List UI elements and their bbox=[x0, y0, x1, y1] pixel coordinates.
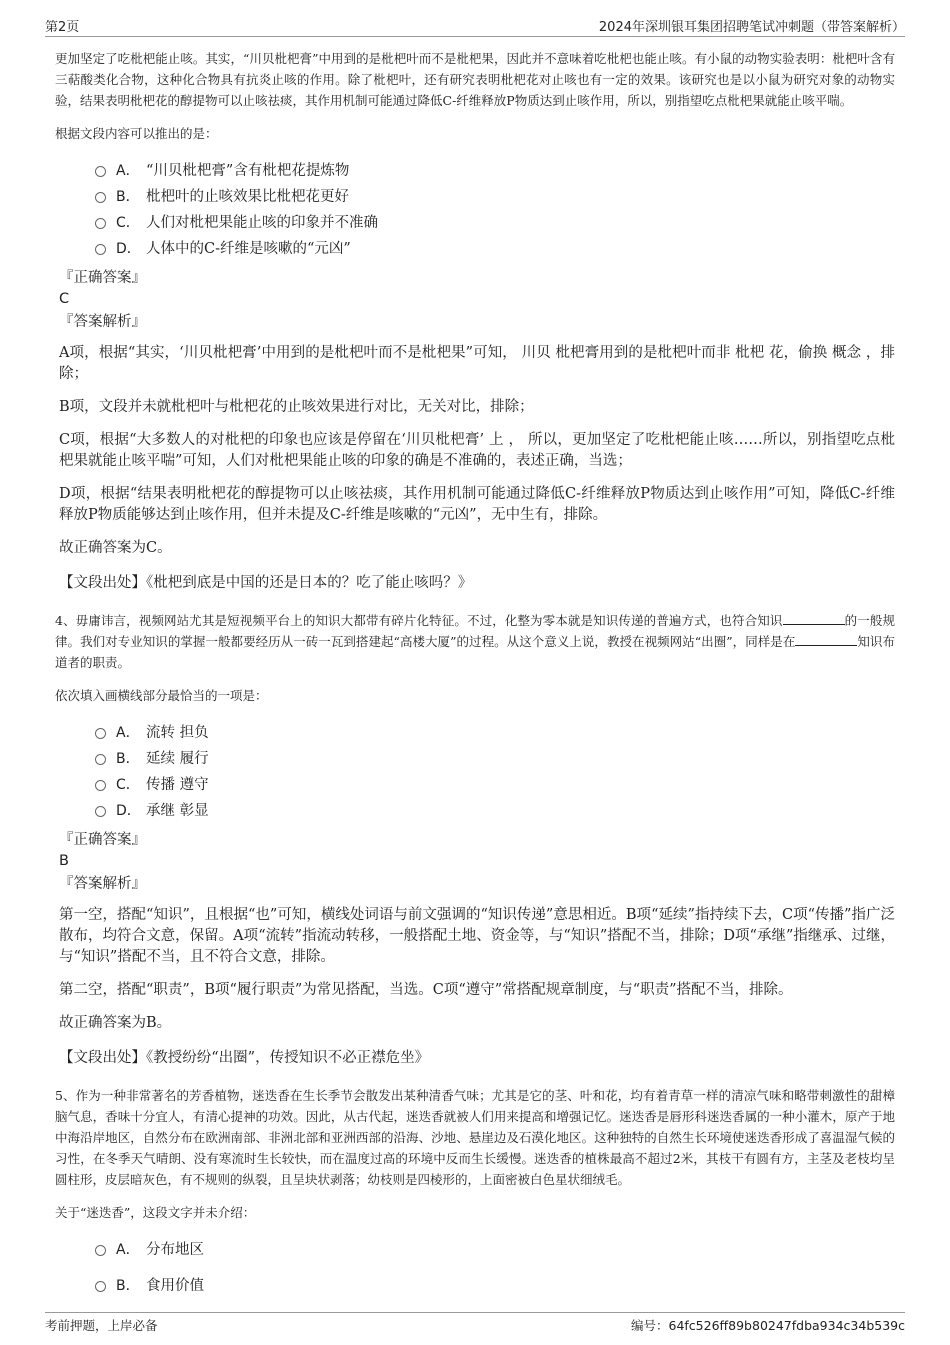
q3-conclusion: 故正确答案为C。 bbox=[59, 540, 172, 556]
option-text: “川贝枇杷膏”含有枇杷花提炼物 bbox=[146, 163, 350, 179]
option-letter: B． bbox=[116, 1278, 140, 1294]
fill-blank-1 bbox=[783, 612, 845, 625]
radio-icon[interactable] bbox=[95, 218, 106, 229]
fill-blank-2 bbox=[795, 633, 857, 646]
option-text: 人体中的C-纤维是咳嗽的“元凶” bbox=[146, 241, 351, 257]
option-letter: A． bbox=[116, 1242, 140, 1258]
option-text: 传播 遵守 bbox=[146, 777, 209, 793]
q4-option-b[interactable] bbox=[95, 746, 895, 772]
q5-prompt: 关于“迷迭香”，这段文字并未介绍： bbox=[55, 1205, 256, 1220]
footer-slogan: 考前押题，上岸必备 bbox=[45, 1318, 158, 1333]
q4-analysis-2: 第二空，搭配“职责”，B项“履行职责”为常见搭配，当选。C项“遵守”常搭配规章制度，与“职责”搭配不当，排除。 bbox=[59, 982, 793, 998]
q3-source: 【文段出处】《枇杷到底是中国的还是日本的？吃了能止咳吗？》 bbox=[59, 575, 473, 591]
q4-analysis-1: 第一空，搭配“知识”，且根据“也”可知，横线处词语与前文强调的“知识传递”意思相近。B项“延续”指持续下去，C项“传播”指广泛散布，均符合文意，保留。A项“流转”指流动转移，一般搭配土地、资金等，与“知识”搭配不当，排除；D项“承继”指继承、过继，与“知识”搭配不当，且不符合文意，排除。 bbox=[59, 907, 895, 965]
q4-option-a[interactable] bbox=[95, 720, 895, 746]
option-text: 枇杷叶的止咳效果比枇杷花更好 bbox=[146, 189, 349, 205]
q4-passage-part1: 4、毋庸讳言，视频网站尤其是短视频平台上的知识大都带有碎片化特征。不过，化整为零本就是知识传递的普遍方式，也符合知识 bbox=[55, 613, 783, 628]
radio-icon[interactable] bbox=[95, 728, 106, 739]
radio-icon[interactable] bbox=[95, 244, 106, 255]
option-text: 人们对枇杷果能止咳的印象并不准确 bbox=[146, 215, 378, 231]
q3-passage: 更加坚定了吃枇杷能止咳。其实，“川贝枇杷膏”中用到的是枇杷叶而不是枇杷果，因此并不意味着吃枇杷也能止咳。有小鼠的动物实验表明：枇杷叶含有三萜酸类化合物，这种化合物具有抗炎止咳的作用。除了枇杷叶，还有研究表明枇杷花对止咳也有一定的效果。该研究也是以小鼠为研究对象的动物实验，结果表明枇杷花的醇提物可以止咳祛痰，其作用机制可能通过降低C-纤维释放P物质达到止咳作用，所以，别指望吃点枇杷果就能止咳平喘。 bbox=[55, 51, 895, 108]
q3-option-a[interactable] bbox=[95, 158, 895, 184]
q4-passage bbox=[55, 610, 895, 673]
q4-source: 【文段出处】《教授纷纷“出圈”，传授知识不必正襟危坐》 bbox=[59, 1050, 430, 1066]
option-text: 分布地区 bbox=[146, 1242, 204, 1258]
q4-answer: B bbox=[59, 853, 69, 869]
radio-icon[interactable] bbox=[95, 166, 106, 177]
radio-icon[interactable] bbox=[95, 754, 106, 765]
q4-option-c[interactable] bbox=[95, 772, 895, 798]
option-letter: D． bbox=[116, 241, 141, 257]
q4-passage-part2: 的一般规律。我们对专业知识的掌握一般都要经历从一砖一瓦到搭建起“高楼大厦”的过程。从这个意义上说，教授在视频网站“出圈”，同样是在 bbox=[55, 613, 895, 649]
q3-analysis-label: 『答案解析』 bbox=[59, 314, 146, 330]
q4-options bbox=[95, 720, 895, 824]
q3-option-d[interactable] bbox=[95, 236, 895, 262]
q3-options bbox=[95, 158, 895, 262]
q4-passage-part3: 知识布道者的职责。 bbox=[55, 634, 895, 670]
q3-analysis-d: D项，根据“结果表明枇杷花的醇提物可以止咳祛痰，其作用机制可能通过降低C-纤维释放P物质达到止咳作用”可知，降低C-纤维释放P物质能够达到止咳作用，但并未提及C-纤维是咳嗽的“元凶”，无中生有，排除。 bbox=[59, 486, 895, 523]
document-id: 编号：64fc526ff89b80247fdba934c34b539c bbox=[631, 1318, 905, 1333]
option-text: 延续 履行 bbox=[146, 751, 209, 767]
option-letter: B． bbox=[116, 189, 140, 205]
q3-prompt: 根据文段内容可以推出的是： bbox=[55, 126, 218, 141]
page-number: 第2页 bbox=[45, 20, 80, 35]
page-header bbox=[45, 14, 905, 37]
q4-answer-label: 『正确答案』 bbox=[59, 832, 146, 848]
q3-analysis-b: B项，文段并未就枇杷叶与枇杷花的止咳效果进行对比，无关对比，排除； bbox=[59, 399, 534, 415]
page-footer bbox=[45, 1312, 905, 1335]
q4-conclusion: 故正确答案为B。 bbox=[59, 1015, 172, 1031]
radio-icon[interactable] bbox=[95, 192, 106, 203]
q4-prompt: 依次填入画横线部分最恰当的一项是： bbox=[55, 688, 268, 703]
radio-icon[interactable] bbox=[95, 1245, 106, 1256]
option-letter: A． bbox=[116, 725, 140, 741]
q3-analysis-c: C项，根据“大多数人的对枇杷的印象也应该是停留在‘川贝枇杷膏’ 上 ， 所以，更加坚定了吃枇杷能止咳……所以，别指望吃点枇杷果就能止咳平喘”可知，人们对枇杷果能止咳的印象的确是不准确的，表述正确，当选； bbox=[59, 432, 895, 469]
option-letter: C． bbox=[116, 215, 140, 231]
option-text: 流转 担负 bbox=[146, 725, 209, 741]
radio-icon[interactable] bbox=[95, 780, 106, 791]
q3-analysis-a: A项，根据“其实，‘川贝枇杷膏’中用到的是枇杷叶而不是枇杷果”可知， 川贝 枇杷膏用到的是枇杷叶而非 枇杷 花，偷换 概念 ，排除； bbox=[59, 345, 895, 382]
option-letter: C． bbox=[116, 777, 140, 793]
radio-icon[interactable] bbox=[95, 806, 106, 817]
q3-answer-label: 『正确答案』 bbox=[59, 270, 146, 286]
q5-passage: 5、作为一种非常著名的芳香植物，迷迭香在生长季节会散发出某种清香气味；尤其是它的茎、叶和花，均有着青草一样的清凉气味和略带刺激性的甜樟脑气息，香味十分宜人，有清心提神的功效。因此，从古代起，迷迭香就被人们用来提高和增强记忆。迷迭香是唇形科迷迭香属的一种小灌木，原产于地中海沿岸地区，自然分布在欧洲南部、非洲北部和亚洲西部的沿海、沙地、悬崖边及石漠化地区。这种独特的自然生长环境使迷迭香形成了喜温湿气候的习性，在冬季天气晴朗、没有寒流时生长较快，而在温度过高的环境中反而生长缓慢。迷迭香的植株最高不超过2米，其枝干有圆有方，主茎及老枝均呈圆柱形，皮层暗灰色，有不规则的纵裂，且呈块状剥落；幼枝则是四棱形的，上面密被白色星状细绒毛。 bbox=[55, 1088, 895, 1187]
q5-option-b[interactable] bbox=[95, 1273, 895, 1299]
q3-answer: C bbox=[59, 291, 70, 307]
q3-option-c[interactable] bbox=[95, 210, 895, 236]
q5-option-a[interactable] bbox=[95, 1237, 895, 1263]
radio-icon[interactable] bbox=[95, 1281, 106, 1292]
document-body bbox=[55, 48, 895, 1305]
document-title: 2024年深圳银耳集团招聘笔试冲刺题（带答案解析） bbox=[598, 20, 905, 35]
option-letter: B． bbox=[116, 751, 140, 767]
q4-analysis-label: 『答案解析』 bbox=[59, 876, 146, 892]
q5-options bbox=[95, 1237, 895, 1299]
option-text: 承继 彰显 bbox=[146, 803, 209, 819]
q3-option-b[interactable] bbox=[95, 184, 895, 210]
option-letter: D． bbox=[116, 803, 141, 819]
option-letter: A． bbox=[116, 163, 140, 179]
q4-option-d[interactable] bbox=[95, 798, 895, 824]
option-text: 食用价值 bbox=[146, 1278, 204, 1294]
